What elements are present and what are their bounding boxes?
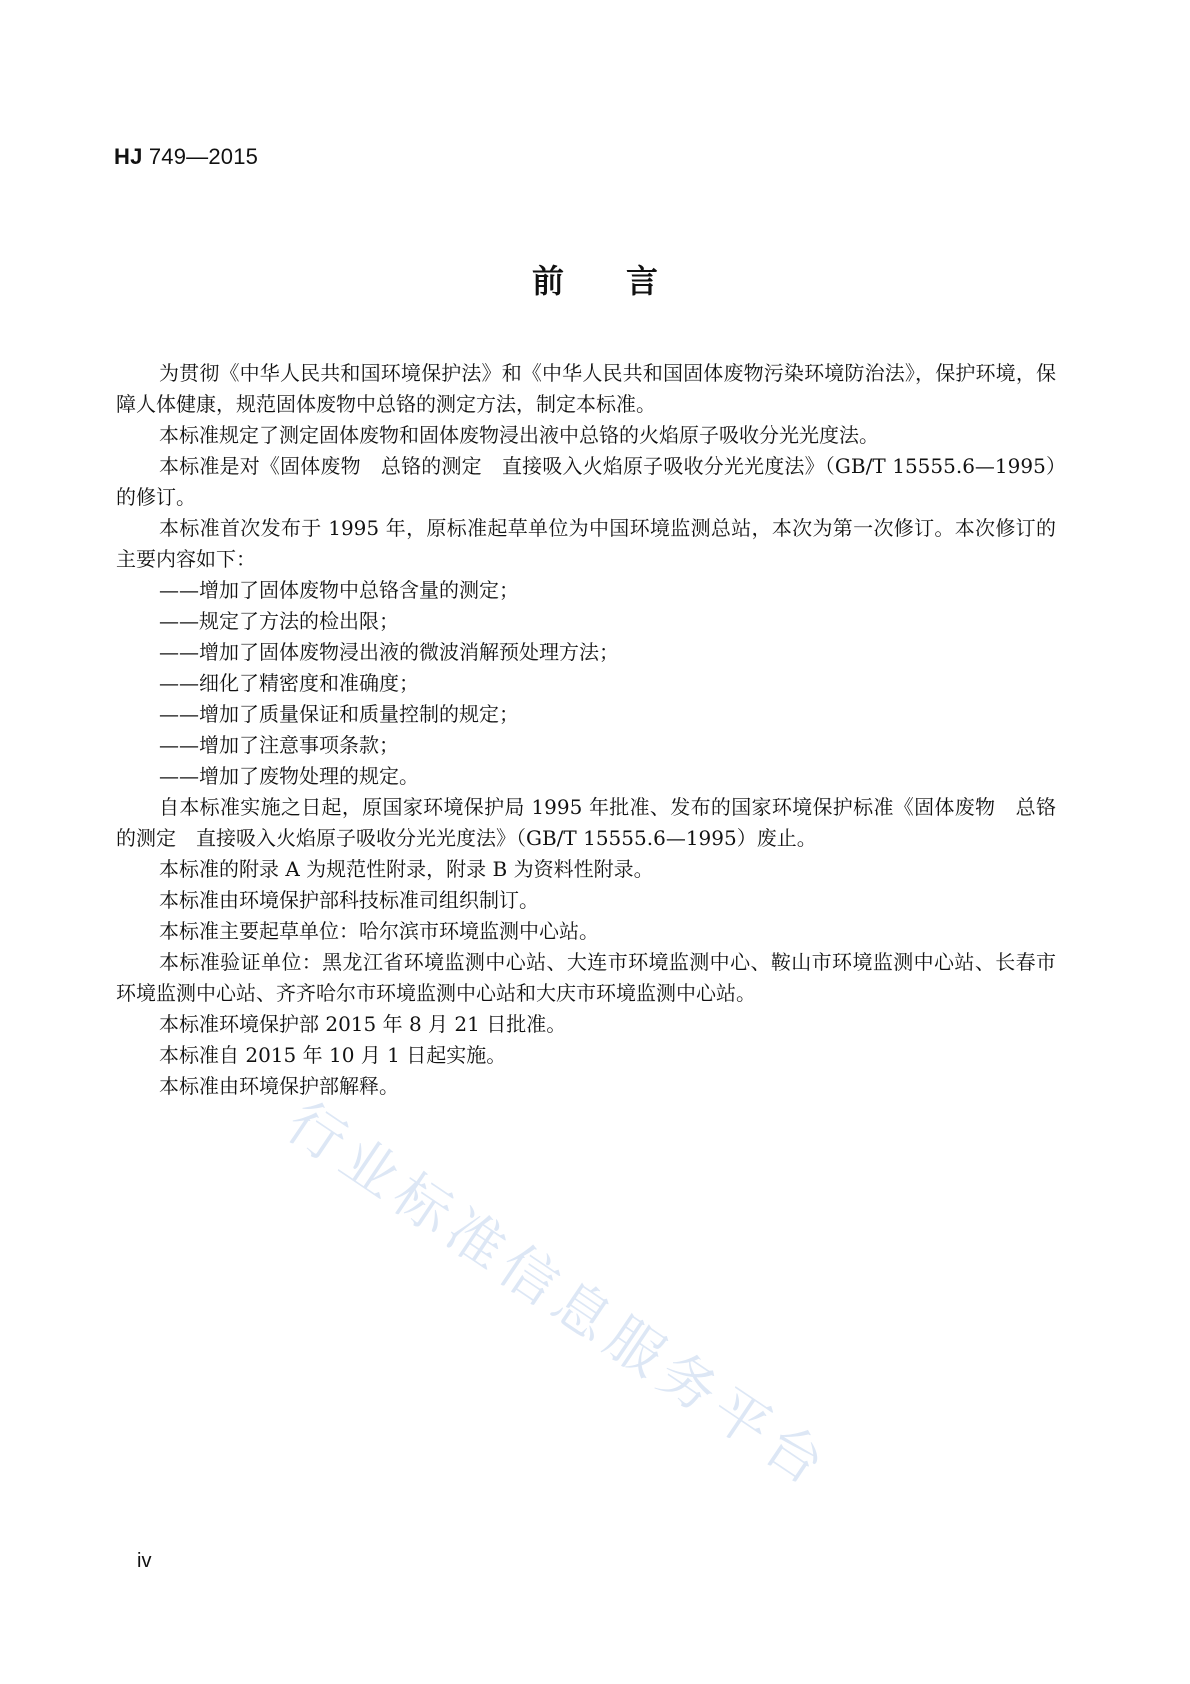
paragraph: 为贯彻《中华人民共和国环境保护法》和《中华人民共和国固体废物污染环境防治法》，保护环境，保障人体健康，规范固体废物中总铬的测定方法，制定本标准。 <box>116 361 1056 416</box>
paragraph: 本标准验证单位：黑龙江省环境监测中心站、大连市环境监测中心、鞍山市环境监测中心站、长春市环境监测中心站、齐齐哈尔市环境监测中心站和大庆市环境监测中心站。 <box>116 950 1056 1005</box>
paragraph: 本标准由环境保护部解释。 <box>159 1074 399 1098</box>
paragraph: 本标准由环境保护部科技标准司组织制订。 <box>159 888 539 912</box>
revision-item: ——增加了注意事项条款； <box>159 733 399 757</box>
page-number: iv <box>137 1550 152 1572</box>
paragraph: 本标准的附录 A 为规范性附录，附录 B 为资料性附录。 <box>159 857 654 881</box>
watermark: 行业标准信息服务平台 <box>274 1089 842 1502</box>
standard-code: 749—2015 <box>148 144 259 169</box>
revision-item: ——增加了废物处理的规定。 <box>159 764 419 788</box>
standard-number <box>114 144 258 170</box>
revision-item: ——增加了质量保证和质量控制的规定； <box>159 702 519 726</box>
paragraph: 本标准主要起草单位：哈尔滨市环境监测中心站。 <box>159 919 599 943</box>
paragraph: 本标准首次发布于 1995 年，原标准起草单位为中国环境监测总站，本次为第一次修订。本次修订的主要内容如下： <box>116 516 1056 571</box>
title-char-1: 前 <box>531 262 564 300</box>
preface-body <box>116 358 1056 1102</box>
revision-item: ——规定了方法的检出限； <box>159 609 399 633</box>
title-char-2: 言 <box>626 262 659 300</box>
paragraph: 自本标准实施之日起，原国家环境保护局 1995 年批准、发布的国家环境保护标准《固体废物 总铬的测定 直接吸入火焰原子吸收分光光度法》（GB/T 15555.6—1995）废止。 <box>116 795 1056 850</box>
paragraph: 本标准规定了测定固体废物和固体废物浸出液中总铬的火焰原子吸收分光光度法。 <box>159 423 879 447</box>
standard-prefix: HJ <box>114 144 143 169</box>
revision-item: ——细化了精密度和准确度； <box>159 671 419 695</box>
paragraph: 本标准是对《固体废物 总铬的测定 直接吸入火焰原子吸收分光光度法》（GB/T 15555.6—1995）的修订。 <box>116 454 1056 509</box>
paragraph: 本标准环境保护部 2015 年 8 月 21 日批准。 <box>159 1012 567 1036</box>
revision-item: ——增加了固体废物中总铬含量的测定； <box>159 578 519 602</box>
revision-item: ——增加了固体废物浸出液的微波消解预处理方法； <box>159 640 619 664</box>
page-title <box>0 256 1190 302</box>
paragraph: 本标准自 2015 年 10 月 1 日起实施。 <box>159 1043 507 1067</box>
